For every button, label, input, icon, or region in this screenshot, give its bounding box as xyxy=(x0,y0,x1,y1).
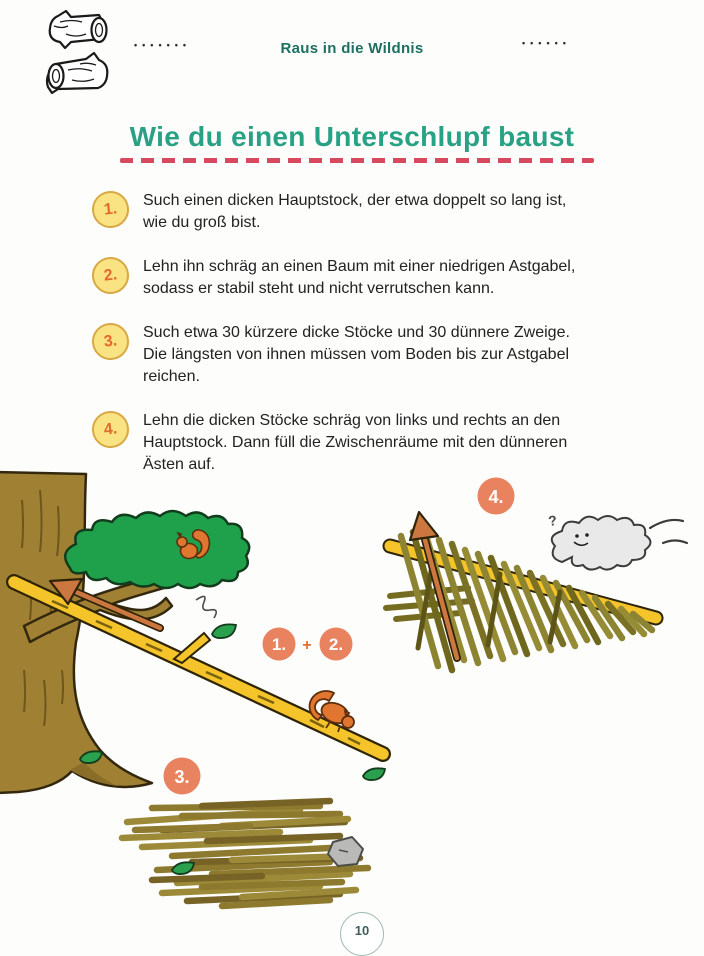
step-line: sodass er stabil steht und nicht verrutschen kann. xyxy=(143,280,495,297)
step-item-4 xyxy=(92,410,644,476)
title-dashed-underline xyxy=(120,158,594,163)
instructions-list xyxy=(92,190,644,498)
page-number: 10 xyxy=(340,912,384,956)
step-text xyxy=(143,410,567,476)
page-title: Wie du einen Unterschlupf baust xyxy=(129,121,575,152)
step-line: Lehn ihn schräg an einen Baum mit einer niedrigen Astgabel, xyxy=(143,258,576,275)
svg-text:+: + xyxy=(302,637,312,654)
svg-text:3.: 3. xyxy=(174,767,190,787)
step-item-2 xyxy=(92,256,644,300)
step-number-badge: 2. xyxy=(90,255,131,296)
rock xyxy=(328,837,363,866)
step-text xyxy=(143,322,570,388)
step-text xyxy=(143,190,566,234)
step-line: wie du groß bist. xyxy=(143,214,261,231)
step-number-badge: 1. xyxy=(90,189,131,230)
step-1-2-label xyxy=(263,628,353,661)
step-line: reichen. xyxy=(143,368,200,385)
cloud-character xyxy=(547,512,687,570)
falling-leaf xyxy=(196,596,236,638)
tree-foliage xyxy=(65,511,249,588)
step-line: Lehn die dicken Stöcke schräg von links und rechts an den xyxy=(143,412,561,429)
step-line: Such etwa 30 kürzere dicke Stöcke und 30 dünnere Zweige. xyxy=(143,324,570,341)
decorative-dots-left: ••••••• xyxy=(134,40,192,50)
step-line: Hauptstock. Dann füll die Zwischenräume mit den dünneren xyxy=(143,434,568,451)
svg-text:?: ? xyxy=(547,511,558,529)
step-number-badge: 3. xyxy=(90,321,131,362)
stick-pile-top xyxy=(122,801,348,856)
step-line: Die längsten von ihnen müssen vom Boden bis zur Astgabel xyxy=(143,346,570,363)
step-line: Ästen auf. xyxy=(143,456,216,473)
chapter-title: Raus in die Wildnis xyxy=(280,40,424,57)
svg-text:1.: 1. xyxy=(271,635,287,654)
step-item-1 xyxy=(92,190,644,234)
step-text xyxy=(143,256,575,300)
step-4-label xyxy=(478,478,515,515)
step-line: Such einen dicken Hauptstock, der etwa doppelt so lang ist, xyxy=(143,192,567,209)
svg-text:4.: 4. xyxy=(488,487,504,507)
step-number-badge: 4. xyxy=(90,409,131,450)
step-item-3 xyxy=(92,322,644,388)
shelter-illustration xyxy=(0,470,704,947)
step-3-label xyxy=(164,758,201,795)
svg-text:2.: 2. xyxy=(328,635,344,654)
decorative-dots-right: •••••• xyxy=(522,38,571,48)
